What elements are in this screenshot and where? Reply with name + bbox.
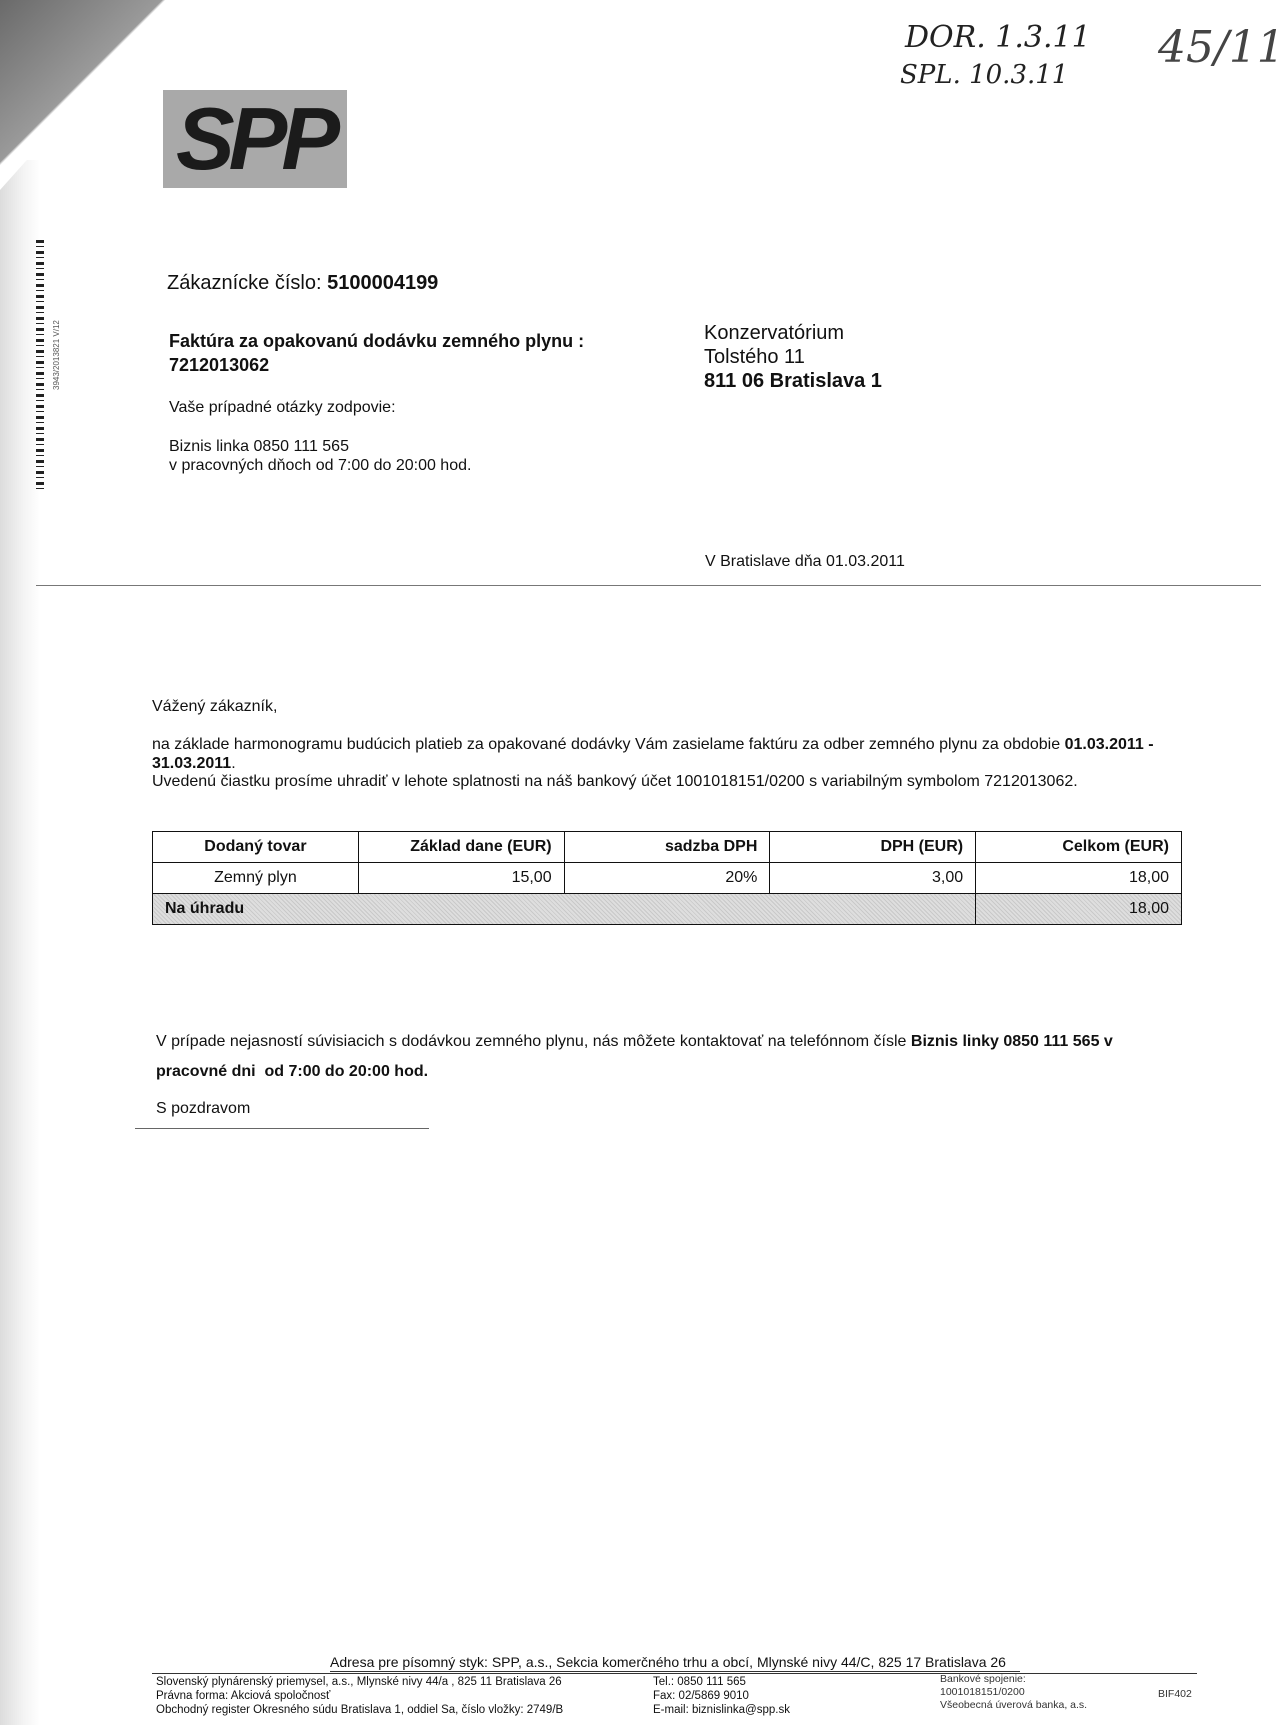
header-divider	[36, 585, 1261, 586]
footer-register: Obchodný register Okresného súdu Bratislava 1, oddiel Sa, číslo vložky: 2749/B	[156, 1704, 564, 1716]
closing: S pozdravom	[156, 1100, 251, 1117]
total-value: 18,00	[976, 894, 1182, 925]
handwritten-received-note: DOR. 1.3.11	[905, 20, 1091, 55]
support-hotline: Biznis linka 0850 111 565	[169, 438, 349, 455]
footer-email: E-mail: biznislinka@spp.sk	[653, 1704, 790, 1716]
spp-logo	[163, 90, 347, 188]
paragraph-1-text: na základe harmonogramu budúcich platieb za opakované dodávky Vám zasielame faktúru za odber zemného plynu za obdobie	[152, 736, 1065, 753]
cell-vat-rate: 20%	[564, 863, 770, 894]
salutation: Vážený zákazník,	[152, 698, 278, 715]
customer-number-line	[167, 272, 438, 295]
support-intro: Vaše prípadné otázky zodpovie:	[169, 399, 396, 416]
paragraph-1-end: .	[231, 755, 236, 772]
header-tax-base: Základ dane (EUR)	[358, 832, 564, 863]
handwritten-reference: 45/11	[1158, 22, 1285, 73]
total-label: Na úhradu	[153, 894, 976, 925]
billing-period-start: 01.03.2011 -	[1064, 736, 1154, 753]
barcode	[36, 240, 44, 490]
footer-fax: Fax: 02/5869 9010	[653, 1690, 749, 1702]
header-vat-rate: sadzba DPH	[564, 832, 770, 863]
table-header-row	[153, 832, 1182, 863]
letter-paragraph-2: Uvedenú čiastku prosíme uhradiť v lehote splatnosti na náš bankový účet 1001018151/0200 s variabilným symbolom 7212013062.	[152, 773, 1078, 790]
recipient-street: Tolstého 11	[704, 346, 805, 368]
contact-note-days: pracovné dni	[156, 1063, 256, 1080]
signature-area	[135, 1128, 429, 1269]
header-goods: Dodaný tovar	[153, 832, 359, 863]
date-line: V Bratislave dňa 01.03.2011	[705, 553, 905, 570]
folded-corner	[0, 0, 170, 190]
footer-contact-info	[653, 1675, 790, 1717]
customer-number: 5100004199	[327, 272, 439, 294]
table-row	[153, 863, 1182, 894]
contact-note	[156, 1027, 1196, 1087]
footer-bank-account: 1001018151/0200	[940, 1686, 1025, 1698]
recipient-name: Konzervatórium	[704, 322, 845, 344]
footer-company-info	[156, 1675, 563, 1717]
cell-vat: 3,00	[770, 863, 976, 894]
footer-legal-form: Právna forma: Akciová spoločnosť	[156, 1690, 331, 1702]
footer-form-code: BIF402	[1158, 1688, 1192, 1700]
footer-tel: Tel.: 0850 111 565	[653, 1676, 746, 1688]
footer-bank-label: Bankové spojenie:	[940, 1673, 1026, 1685]
customer-number-label: Zákaznícke číslo:	[167, 272, 322, 294]
footer-company-line: Slovenský plynárenský priemysel, a.s., Mlynské nivy 44/a , 825 11 Bratislava 26	[156, 1676, 562, 1688]
billing-period-end: 31.03.2011	[152, 755, 232, 772]
footer-bank-info	[940, 1673, 1087, 1712]
contact-note-text: V prípade nejasností súvisiacich s dodávkou zemného plynu, nás môžete kontaktovať na telefónnom čísle	[156, 1033, 911, 1050]
recipient-city: 811 06 Bratislava 1	[704, 370, 882, 392]
footer-bank-name: Všeobecná úverová banka, a.s.	[940, 1699, 1088, 1711]
footer-postal-address: Adresa pre písomný styk: SPP, a.s., Sekcia komerčného trhu a obcí, Mlynské nivy 44/C, 825 17 Bratislava 26	[330, 1654, 1006, 1670]
invoice-title: Faktúra za opakovanú dodávku zemného plynu :	[169, 331, 585, 351]
logo-lettering: SPP	[175, 89, 335, 188]
contact-note-hours: od 7:00 do 20:00 hod.	[264, 1063, 429, 1080]
invoice-table	[152, 831, 1182, 925]
contact-note-hotline: Biznis linky 0850 111 565 v	[910, 1033, 1113, 1050]
invoice-number: 7212013062	[169, 355, 270, 375]
scan-edge-shadow	[0, 160, 40, 1725]
support-hours: v pracovných dňoch od 7:00 do 20:00 hod.	[169, 457, 472, 474]
cell-tax-base: 15,00	[358, 863, 564, 894]
handwritten-processed-note: SPL. 10.3.11	[900, 60, 1069, 90]
footer-address-underline	[330, 1671, 1020, 1672]
header-total: Celkom (EUR)	[976, 832, 1182, 863]
cell-goods: Zemný plyn	[153, 863, 359, 894]
letter-paragraph-1	[152, 735, 1192, 773]
cell-total: 18,00	[976, 863, 1182, 894]
barcode-number: 3943/2013821 V/12	[52, 320, 61, 390]
header-vat: DPH (EUR)	[770, 832, 976, 863]
table-total-row	[153, 894, 1182, 925]
